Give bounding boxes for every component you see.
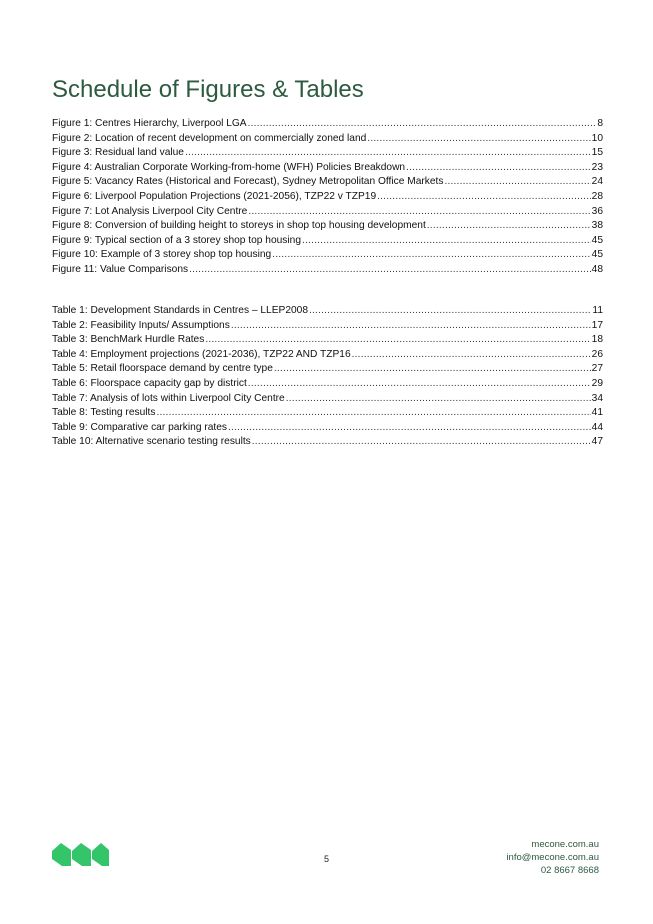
table-entry-page: 27	[591, 363, 603, 375]
figure-entry-page: 10	[591, 132, 603, 144]
dot-leader	[248, 205, 590, 220]
table-entry[interactable]	[52, 392, 603, 407]
dot-leader	[302, 234, 591, 249]
table-entry-page: 47	[591, 436, 603, 448]
table-entry[interactable]	[52, 377, 603, 392]
table-entry-label: Table 8: Testing results	[52, 407, 156, 419]
figure-entry-label: Figure 4: Australian Corporate Working-from-home (WFH) Policies Breakdown	[52, 161, 406, 173]
table-entry-label: Table 9: Comparative car parking rates	[52, 421, 227, 433]
dot-leader	[309, 304, 591, 319]
email-text: info@mecone.com.au	[506, 852, 599, 863]
figure-entry-page: 48	[591, 263, 603, 275]
figure-entry[interactable]	[52, 146, 603, 161]
figure-entry-label: Figure 9: Typical section of a 3 storey shop top housing	[52, 234, 301, 246]
website-text: mecone.com.au	[531, 839, 599, 850]
figure-entry[interactable]	[52, 175, 603, 190]
dot-leader	[274, 362, 591, 377]
dot-leader	[248, 377, 591, 392]
table-entry[interactable]	[52, 319, 603, 334]
dot-leader	[286, 392, 591, 407]
dot-leader	[377, 190, 591, 205]
figure-entry-page: 45	[591, 249, 603, 261]
table-entry-page: 41	[591, 407, 603, 419]
phone-text: 02 8667 8668	[540, 865, 599, 876]
figure-entry-label: Figure 1: Centres Hierarchy, Liverpool LGA	[52, 118, 247, 129]
dot-leader	[444, 175, 590, 190]
dot-leader	[205, 333, 590, 348]
table-entry[interactable]	[52, 406, 603, 421]
table-entry-page: 18	[591, 334, 603, 346]
page-title: Schedule of Figures & Tables	[52, 76, 364, 103]
dot-leader	[252, 435, 591, 450]
table-entry-page: 29	[591, 377, 603, 389]
figure-entry-label: Figure 11: Value Comparisons	[52, 263, 189, 275]
figure-entry-label: Figure 2: Location of recent development on commercially zoned land	[52, 132, 367, 144]
figure-entry[interactable]	[52, 132, 603, 147]
figure-entry-label: Figure 6: Liverpool Population Projections (2021-2056), TZP22 v TZP19	[52, 190, 377, 202]
figure-entry[interactable]	[52, 205, 603, 220]
figure-entry-label: Figure 3: Residual land value	[52, 147, 184, 159]
dot-leader	[231, 319, 591, 334]
table-entry-page: 17	[591, 319, 603, 331]
table-entry-label: Table 6: Floorspace capacity gap by district	[52, 377, 247, 389]
dot-leader	[228, 421, 591, 436]
table-entry-page: 26	[591, 348, 603, 360]
dot-leader	[427, 219, 591, 234]
table-entry-label: Table 10: Alternative scenario testing results	[52, 436, 251, 448]
table-entry[interactable]	[52, 333, 603, 348]
dot-leader	[185, 146, 591, 161]
figure-entry-label: Figure 10: Example of 3 storey shop top housing	[52, 249, 272, 261]
table-entry-label: Table 7: Analysis of lots within Liverpool City Centre	[52, 392, 285, 404]
figure-entry-page: 8	[597, 118, 603, 129]
dot-leader	[367, 132, 590, 147]
figure-entry-page: 28	[591, 190, 603, 202]
table-entry-page: 34	[591, 392, 603, 404]
figure-entry[interactable]	[52, 263, 603, 278]
figure-entry-label: Figure 8: Conversion of building height to storeys in shop top housing development	[52, 220, 426, 232]
dot-leader	[352, 348, 591, 363]
figure-entry[interactable]	[52, 234, 603, 249]
table-entry[interactable]	[52, 304, 603, 319]
table-entry-page: 44	[591, 421, 603, 433]
table-entry-label: Table 3: BenchMark Hurdle Rates	[52, 334, 205, 346]
figure-entry-page: 23	[591, 161, 603, 173]
dot-leader	[189, 263, 591, 278]
table-entry-label: Table 5: Retail floorspace demand by centre type	[52, 363, 273, 375]
figures-list	[52, 117, 603, 278]
contact-block	[506, 838, 599, 877]
figure-entry[interactable]	[52, 190, 603, 205]
dot-leader	[248, 117, 597, 132]
dot-leader	[156, 406, 590, 421]
figure-entry[interactable]	[52, 117, 603, 132]
figure-entry-label: Figure 5: Vacancy Rates (Historical and Forecast), Sydney Metropolitan Office Markets	[52, 176, 444, 188]
table-entry[interactable]	[52, 421, 603, 436]
figure-entry-page: 15	[591, 147, 603, 159]
table-entry[interactable]	[52, 348, 603, 363]
figure-entry[interactable]	[52, 161, 603, 176]
figure-entry-label: Figure 7: Lot Analysis Liverpool City Centre	[52, 205, 248, 217]
table-entry-label: Table 1: Development Standards in Centres – LLEP2008	[52, 305, 308, 316]
page-number: 5	[323, 854, 329, 864]
figure-entry[interactable]	[52, 219, 603, 234]
tables-list	[52, 304, 603, 450]
table-entry-page: 11	[592, 305, 603, 316]
figure-entry[interactable]	[52, 248, 603, 263]
figure-entry-page: 24	[591, 176, 603, 188]
figure-entry-page: 45	[591, 234, 603, 246]
dot-leader	[406, 161, 591, 176]
table-entry-label: Table 2: Feasibility Inputs/ Assumptions	[52, 319, 230, 331]
table-entry[interactable]	[52, 435, 603, 450]
figure-entry-page: 36	[591, 205, 603, 217]
table-entry-label: Table 4: Employment projections (2021-2036), TZP22 AND TZP16	[52, 348, 351, 360]
table-entry[interactable]	[52, 362, 603, 377]
figure-entry-page: 38	[591, 220, 603, 232]
dot-leader	[272, 248, 590, 263]
